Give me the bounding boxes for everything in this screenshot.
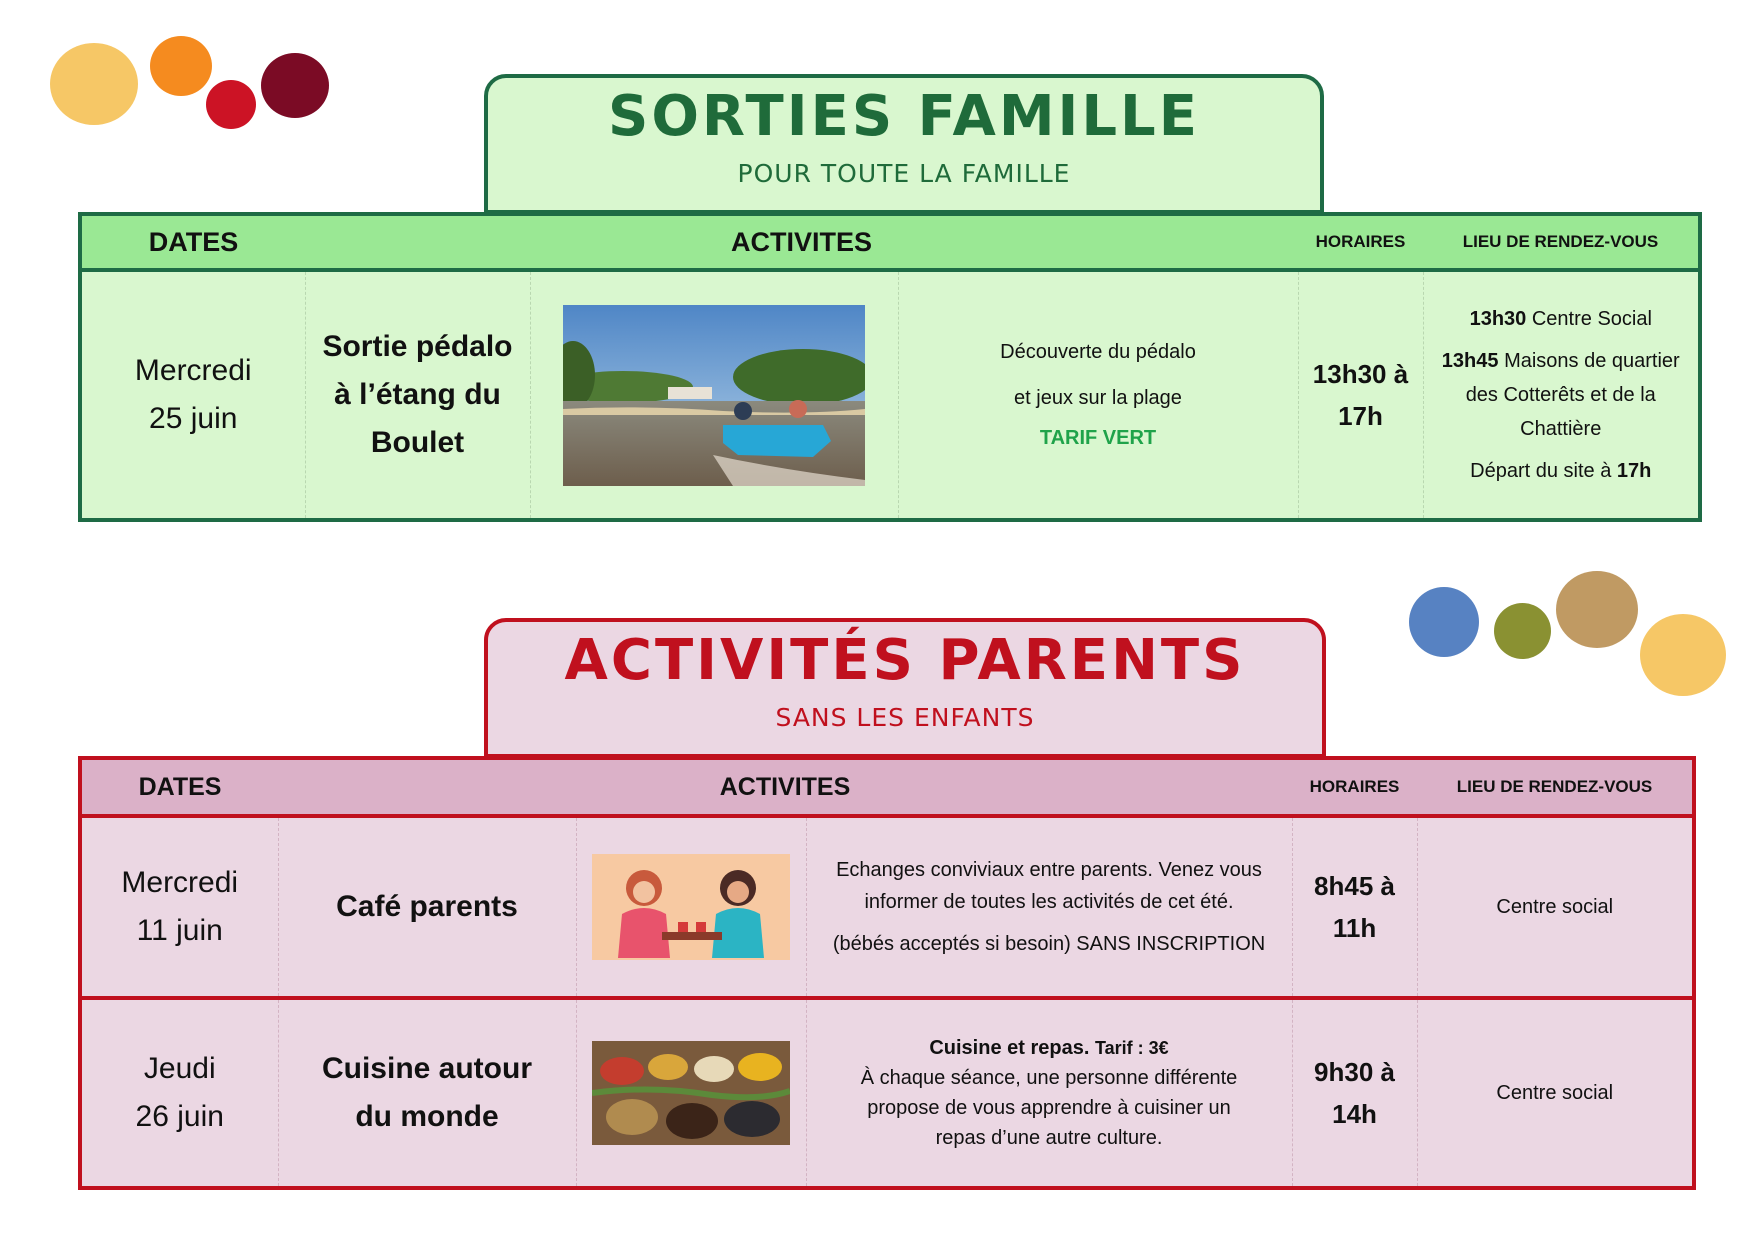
activity-title-cell	[305, 270, 530, 520]
two-women-coffee-illustration	[592, 854, 790, 960]
famille-table	[78, 212, 1702, 522]
date-cell	[80, 816, 278, 998]
famille-title: SORTIES FAMILLE	[607, 84, 1200, 149]
activity-title-line: du monde	[355, 1100, 499, 1133]
hours-line: 13h30 à	[1312, 359, 1409, 389]
location-line	[1434, 344, 1689, 378]
description-bold: Cuisine et repas.	[929, 1037, 1090, 1059]
location-line: Chattière	[1520, 418, 1602, 440]
activity-title-cell	[278, 816, 576, 998]
date-date: 11 juin	[136, 914, 223, 947]
famille-title-tab	[484, 74, 1324, 214]
location-place: Maisons de quartier	[1504, 350, 1680, 372]
location-cell	[1417, 816, 1694, 998]
parents-header-row	[80, 758, 1694, 816]
description-line: Découverte du pédalo	[1000, 341, 1196, 363]
famille-header-row	[80, 214, 1700, 270]
location-line: Centre social	[1496, 896, 1614, 918]
hours-line: 8h45 à	[1314, 871, 1395, 901]
hours-line: 9h30 à	[1314, 1057, 1395, 1087]
date-date: 26 juin	[135, 1100, 224, 1133]
location-place: Centre Social	[1531, 308, 1652, 330]
hours-line: 11h	[1332, 913, 1377, 943]
header-dates: DATES	[80, 214, 305, 270]
decor-dot-burgundy	[261, 53, 329, 118]
activity-description-cell	[898, 270, 1298, 520]
header-horaires: HORAIRES	[1298, 214, 1423, 270]
header-activites: ACTIVITES	[305, 214, 1298, 270]
activity-description-cell	[806, 998, 1292, 1188]
activity-title-cell	[278, 998, 576, 1188]
location-time: 13h30	[1469, 308, 1527, 330]
decor-dot-orange	[150, 36, 212, 96]
parents-title-tab	[484, 618, 1326, 758]
location-departure: Départ du site à	[1470, 460, 1612, 482]
famille-subtitle: POUR TOUTE LA FAMILLE	[737, 159, 1071, 188]
decor-dot-red	[206, 80, 256, 129]
activity-description-cell	[806, 816, 1292, 998]
decor-dot-yellow-2	[1640, 614, 1726, 696]
location-time: 17h	[1616, 460, 1652, 482]
parents-title: ACTIVITÉS PARENTS	[564, 628, 1246, 693]
description-line: (bébés acceptés si besoin) SANS INSCRIPTION	[832, 933, 1266, 955]
description-line: Echanges conviviaux entre parents. Venez vous	[836, 859, 1262, 881]
activity-title-line: à l’étang du	[334, 378, 501, 411]
date-day: Mercredi	[134, 354, 252, 387]
decor-dot-tan	[1556, 571, 1638, 648]
activity-title-line: Café parents	[336, 890, 518, 923]
decor-dot-blue	[1409, 587, 1479, 657]
spices-photo	[592, 1041, 790, 1145]
date-date: 25 juin	[149, 402, 238, 435]
hours-line: 17h	[1338, 401, 1383, 431]
description-line: propose de vous apprendre à cuisiner un	[867, 1097, 1231, 1119]
location-line: des Cotterêts et de la	[1465, 384, 1656, 406]
date-day: Mercredi	[121, 866, 239, 899]
date-cell	[80, 998, 278, 1188]
activity-title-line: Boulet	[370, 426, 465, 459]
activity-title-line: Sortie pédalo	[322, 330, 513, 363]
header-lieu: LIEU DE RENDEZ-VOUS	[1417, 758, 1694, 816]
description-line: repas d’une autre culture.	[935, 1127, 1163, 1149]
activity-title-line: Cuisine autour	[321, 1052, 532, 1085]
table-row	[80, 270, 1700, 520]
location-line	[1434, 302, 1689, 336]
decor-dot-yellow	[50, 43, 138, 125]
description-line: et jeux sur la plage	[1014, 387, 1182, 409]
table-row	[80, 998, 1694, 1188]
description-line: À chaque séance, une personne différente	[860, 1067, 1238, 1089]
location-cell	[1417, 998, 1694, 1188]
parents-table	[78, 756, 1696, 1190]
activity-image-cell	[576, 998, 806, 1188]
hours-line: 14h	[1332, 1099, 1377, 1129]
location-time: 13h45	[1441, 350, 1499, 372]
header-horaires: HORAIRES	[1292, 758, 1417, 816]
parents-subtitle: SANS LES ENFANTS	[775, 703, 1035, 732]
pedal-boat-photo	[563, 305, 865, 486]
tarif-label: TARIF VERT	[1039, 427, 1157, 449]
header-lieu: LIEU DE RENDEZ-VOUS	[1423, 214, 1700, 270]
location-line: Centre social	[1496, 1082, 1614, 1104]
hours-cell	[1292, 816, 1417, 998]
date-cell	[80, 270, 305, 520]
location-line	[1434, 454, 1689, 488]
activity-image-cell	[576, 816, 806, 998]
header-dates: DATES	[80, 758, 278, 816]
location-cell	[1423, 270, 1700, 520]
activity-image-cell	[530, 270, 898, 520]
header-activites: ACTIVITES	[278, 758, 1292, 816]
description-line	[817, 1033, 1282, 1063]
date-day: Jeudi	[143, 1052, 216, 1085]
description-tarif: Tarif : 3€	[1094, 1038, 1169, 1058]
hours-cell	[1298, 270, 1423, 520]
decor-dot-olive	[1494, 603, 1551, 659]
table-row	[80, 816, 1694, 998]
hours-cell	[1292, 998, 1417, 1188]
description-line: informer de toutes les activités de cet été.	[864, 891, 1234, 913]
